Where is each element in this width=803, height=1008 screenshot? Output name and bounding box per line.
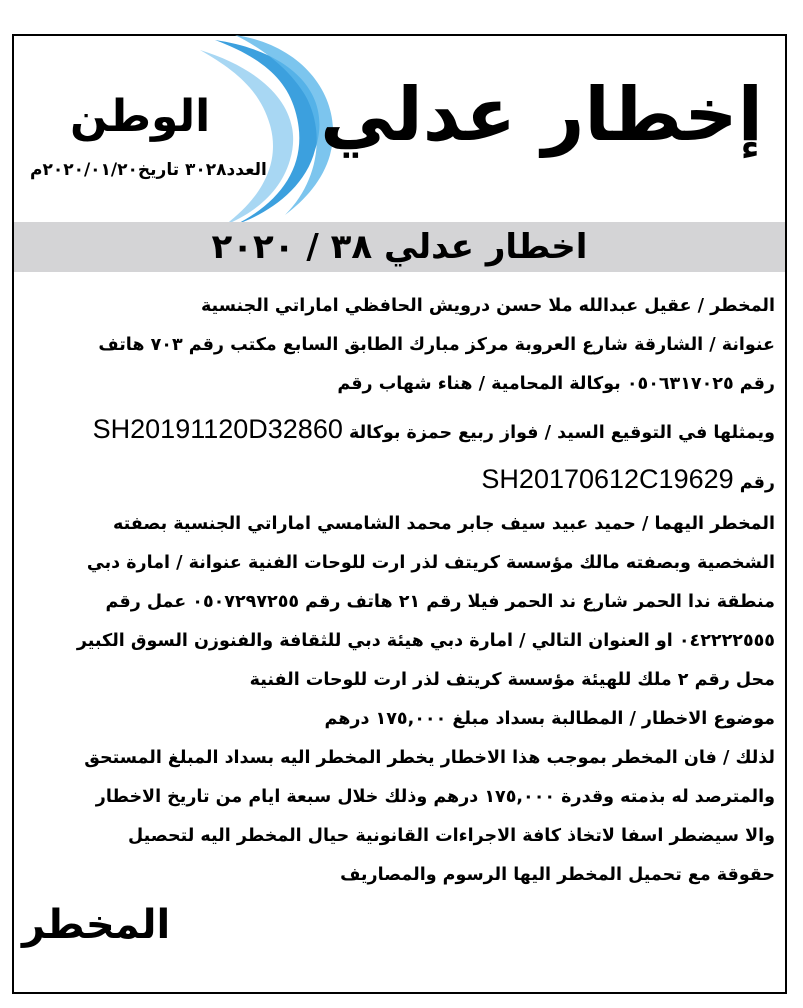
notice-line: ويمثلها في التوقيع السيد / فواز ربيع حمزة بوكالة SH20191120D32860 <box>92 414 775 444</box>
notice-line: رقم SH20170612C19629 <box>481 464 775 495</box>
notice-line: الشخصية وبصفته مالك مؤسسة كريتف لذر ارت للوحات الفنية عنوانة / امارة دبي <box>86 552 775 573</box>
notice-line: موضوع الاخطار / المطالبة بسداد مبلغ ١٧٥,٠٠٠ درهم <box>324 708 775 729</box>
notice-body <box>25 296 775 904</box>
notice-line: محل رقم ٢ ملك للهيئة مؤسسة كريتف لذر ارت للوحات الفنية <box>249 669 775 690</box>
notice-line: رقم ٠٥٠٦٣١٧٠٢٥ بوكالة المحامية / هناء شهاب رقم <box>337 374 775 394</box>
notice-line: ٠٤٢٢٢٢٥٥٥ او العنوان التالي / امارة دبي هيئة دبي للثقافة والفنوزن السوق الكبير <box>76 630 775 651</box>
notice-line: لذلك / فان المخطر بموجب هذا الاخطار يخطر المخطر اليه بسداد المبلغ المستحق <box>84 747 775 768</box>
power-of-attorney-ref: SH20170612C19629 <box>481 464 734 495</box>
notice-line: عنوانة / الشارقة شارع العروبة مركز مبارك الطابق السابع مكتب رقم ٧٠٣ هاتف <box>98 335 775 355</box>
notice-line: المخطر اليهما / حميد عبيد سيف جابر محمد الشامسي اماراتي الجنسية بصفته <box>112 513 775 534</box>
newspaper-name: الوطن <box>70 91 211 142</box>
issue-info: العدد٣٠٢٨ تاريخ٢٠٢٠/٠١/٢٠م <box>30 160 267 180</box>
notice-title: إخطار عدلي <box>320 72 763 158</box>
notice-line: المخطر / عقيل عبدالله ملا حسن درويش الحافظي اماراتي الجنسية <box>200 296 775 316</box>
power-of-attorney-ref: SH20191120D32860 <box>92 414 343 444</box>
notice-line: والا سيضطر اسفا لاتخاذ كافة الاجراءات القانونية حيال المخطر اليه لتحصيل <box>127 825 775 846</box>
notice-subtitle: اخطار عدلي ٣٨ / ٢٠٢٠ <box>211 227 588 267</box>
signature: المخطر <box>22 902 171 948</box>
notice-line: حقوقة مع تحميل المخطر اليها الرسوم والمصاريف <box>340 864 775 885</box>
notice-line: والمترصد له بذمته وقدرة ١٧٥,٠٠٠ درهم وذلك خلال سبعة ايام من تاريخ الاخطار <box>95 786 775 807</box>
notice-line: منطقة ندا الحمر شارع ند الحمر فيلا رقم ٢١ هاتف رقم ٠٥٠٧٢٩٧٢٥٥ عمل رقم <box>105 591 775 612</box>
